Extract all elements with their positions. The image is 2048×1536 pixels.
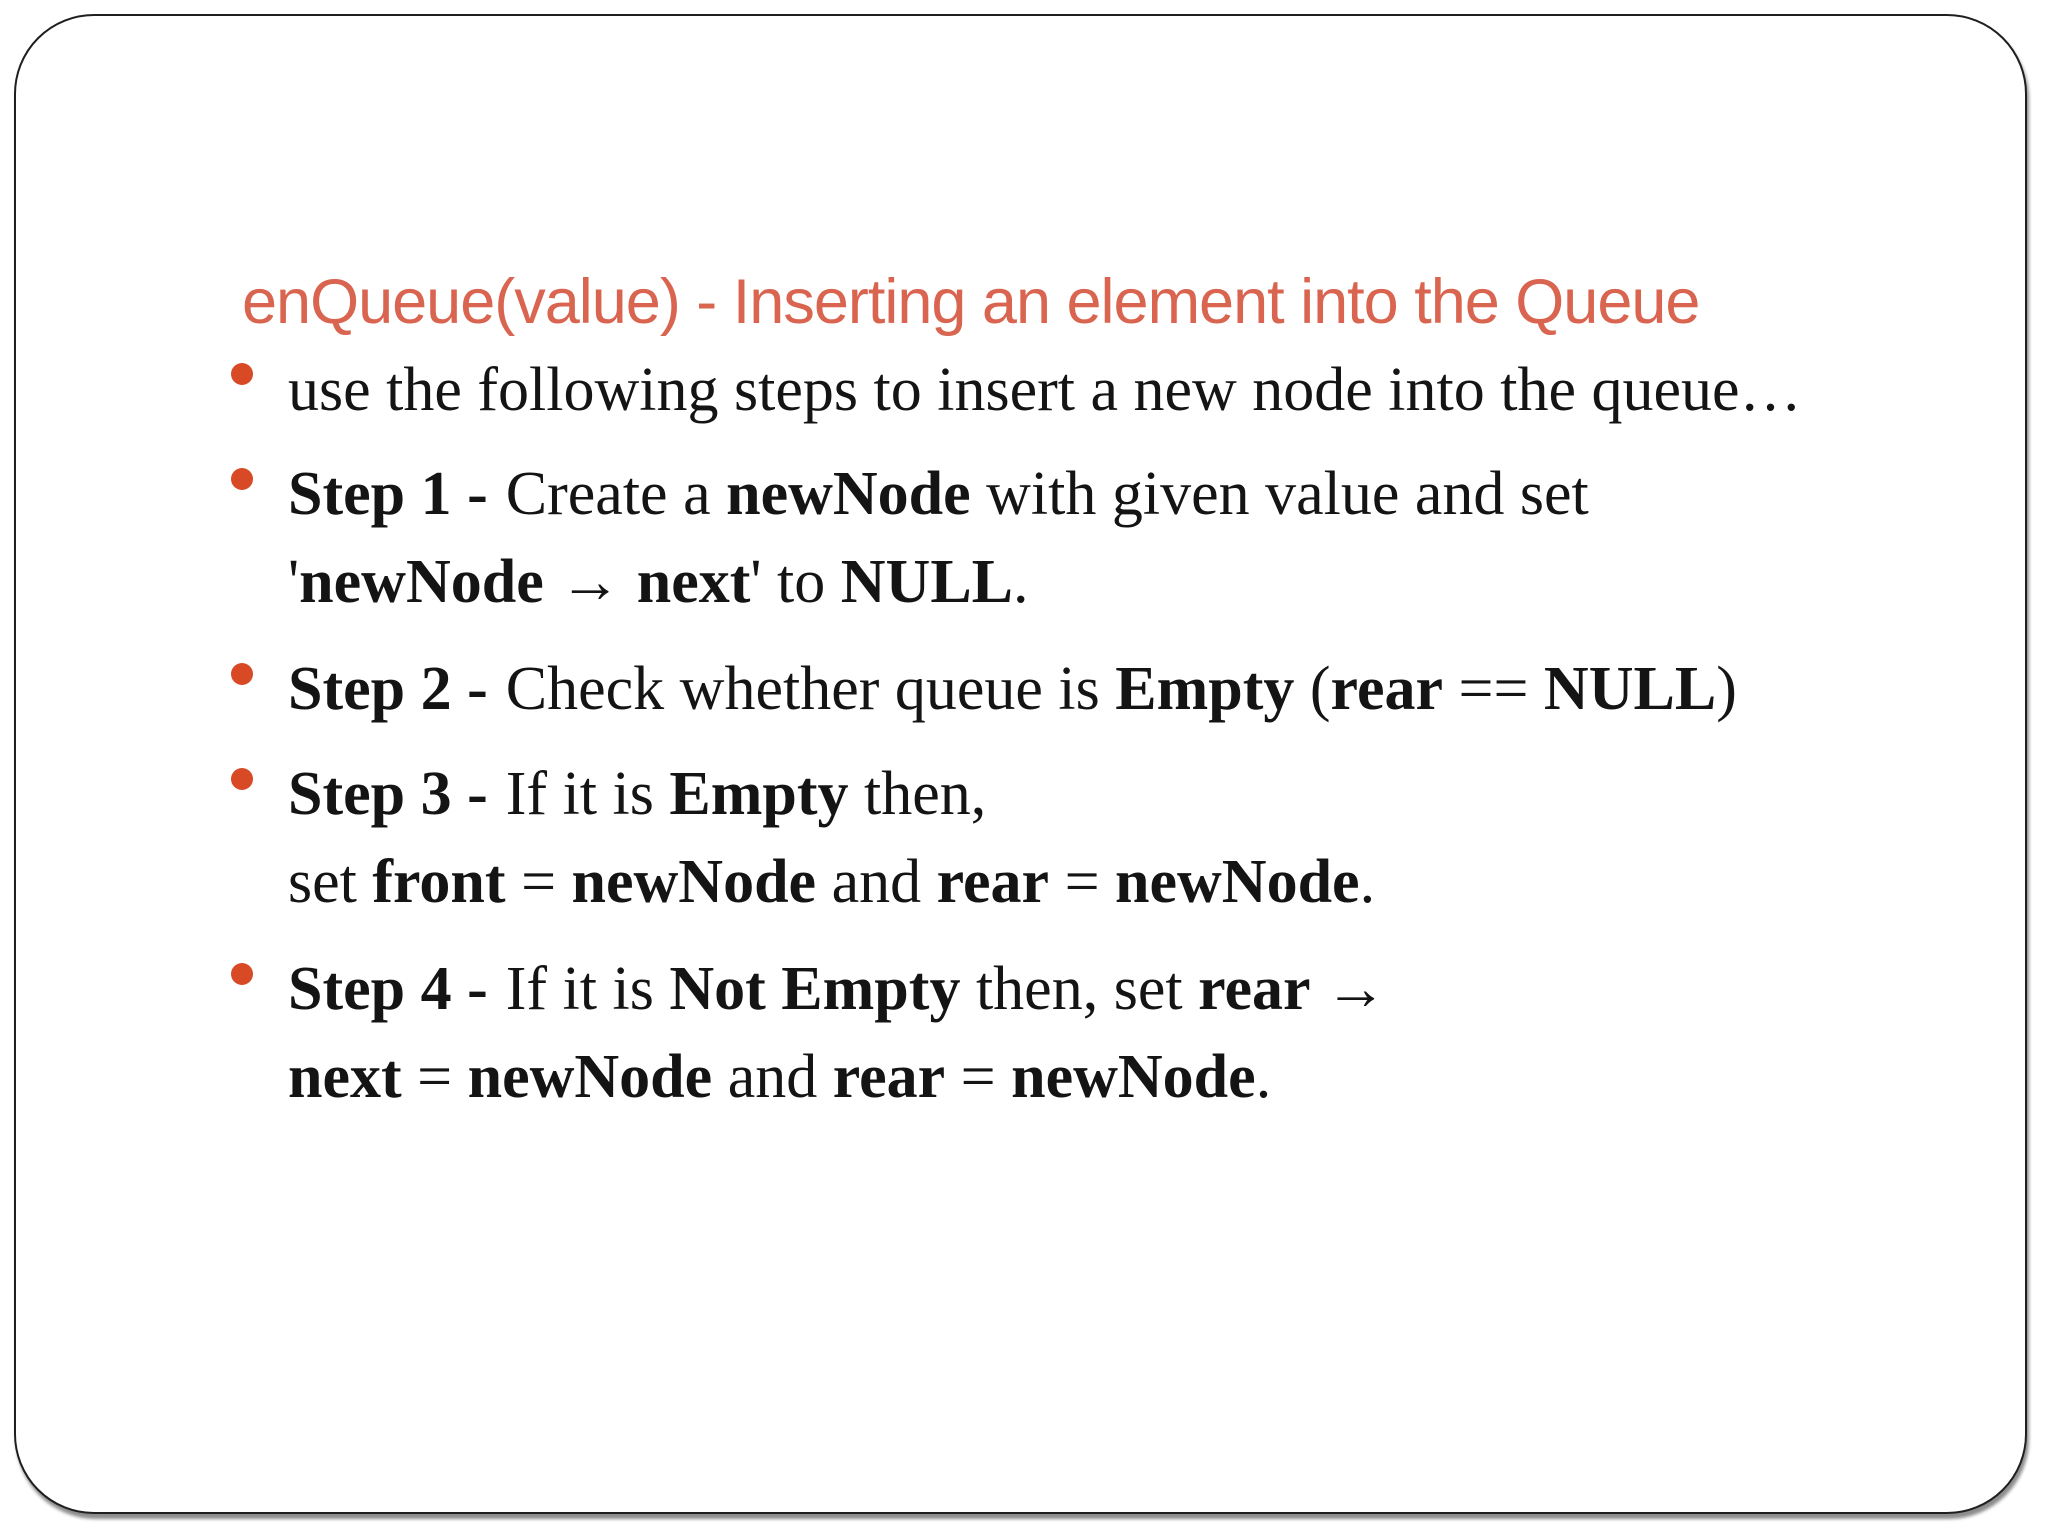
text-run: then, set	[960, 955, 1199, 1023]
text-run: =	[1049, 848, 1116, 916]
bold-text-run: newNode	[1115, 848, 1360, 916]
bold-text-run: Empty	[669, 760, 849, 828]
bold-text-run: newNode	[467, 1043, 713, 1111]
step-label: Step 4 -	[288, 955, 488, 1023]
bullet-intro	[288, 346, 1988, 434]
text-run: then,	[848, 760, 987, 828]
text-run: Check whether queue is	[505, 655, 1116, 723]
text-run: (	[1294, 655, 1331, 723]
text-run: =	[401, 1043, 468, 1111]
bullet-dot	[231, 663, 253, 685]
step-label: Step 2 -	[288, 655, 488, 723]
bold-text-run: newNode	[1011, 1043, 1256, 1111]
bold-text-run: Not Empty	[669, 955, 961, 1023]
text-run: If it is	[505, 955, 670, 1023]
step-label: Step 3 -	[288, 760, 488, 828]
text-run: with given value and set	[970, 460, 1589, 528]
step-1-line-1	[288, 450, 1988, 538]
bold-text-run: next	[288, 1043, 402, 1111]
text-run: ' to	[750, 548, 841, 616]
bullet-dot	[231, 363, 253, 385]
text-run: Create a	[505, 460, 727, 528]
bold-text-run: front	[372, 848, 506, 916]
text-run: '	[288, 548, 300, 616]
text-run: .	[1359, 848, 1376, 916]
bullet-step-1	[288, 450, 1988, 626]
bold-text-run: rear	[936, 848, 1050, 916]
bullet-step-3	[288, 750, 1988, 926]
step-3-line-1	[288, 750, 1988, 838]
text-run: and	[712, 1043, 833, 1111]
slide-title: enQueue(value) - Inserting an element into the Queue	[242, 267, 1700, 337]
text-run: ==	[1442, 655, 1544, 723]
bold-text-run: rear	[1330, 655, 1443, 723]
bullet-dot	[231, 963, 253, 985]
bold-text-run: newNode → next	[299, 548, 751, 616]
bullet-step-4	[288, 945, 1988, 1121]
step-4-line-2	[288, 1033, 1988, 1121]
bold-text-run: newNode	[571, 848, 817, 916]
bold-text-run: NULL	[1543, 655, 1717, 723]
text-run: and	[816, 848, 937, 916]
text-run: set	[288, 848, 373, 916]
intro-text: use the following steps to insert a new node into the queue…	[288, 356, 1802, 424]
text-run: =	[945, 1043, 1012, 1111]
bullet-dot	[231, 468, 253, 490]
text-run: If it is	[505, 760, 670, 828]
step-label: Step 1 -	[288, 460, 488, 528]
bullet-step-2	[288, 645, 1988, 733]
bold-text-run: newNode	[726, 460, 971, 528]
bold-text-run: rear	[832, 1043, 946, 1111]
bold-text-run: rear →	[1198, 955, 1387, 1023]
text-run: .	[1255, 1043, 1272, 1111]
text-run: =	[505, 848, 572, 916]
step-4-line-1	[288, 945, 1988, 1033]
text-run: .	[1013, 548, 1029, 616]
bullet-dot	[231, 768, 253, 790]
step-3-line-2	[288, 838, 1988, 926]
step-2-line-1	[288, 645, 1988, 733]
bold-text-run: NULL	[840, 548, 1014, 616]
text-run: )	[1716, 655, 1737, 723]
step-1-line-2	[288, 538, 1988, 626]
bold-text-run: Empty	[1115, 655, 1295, 723]
